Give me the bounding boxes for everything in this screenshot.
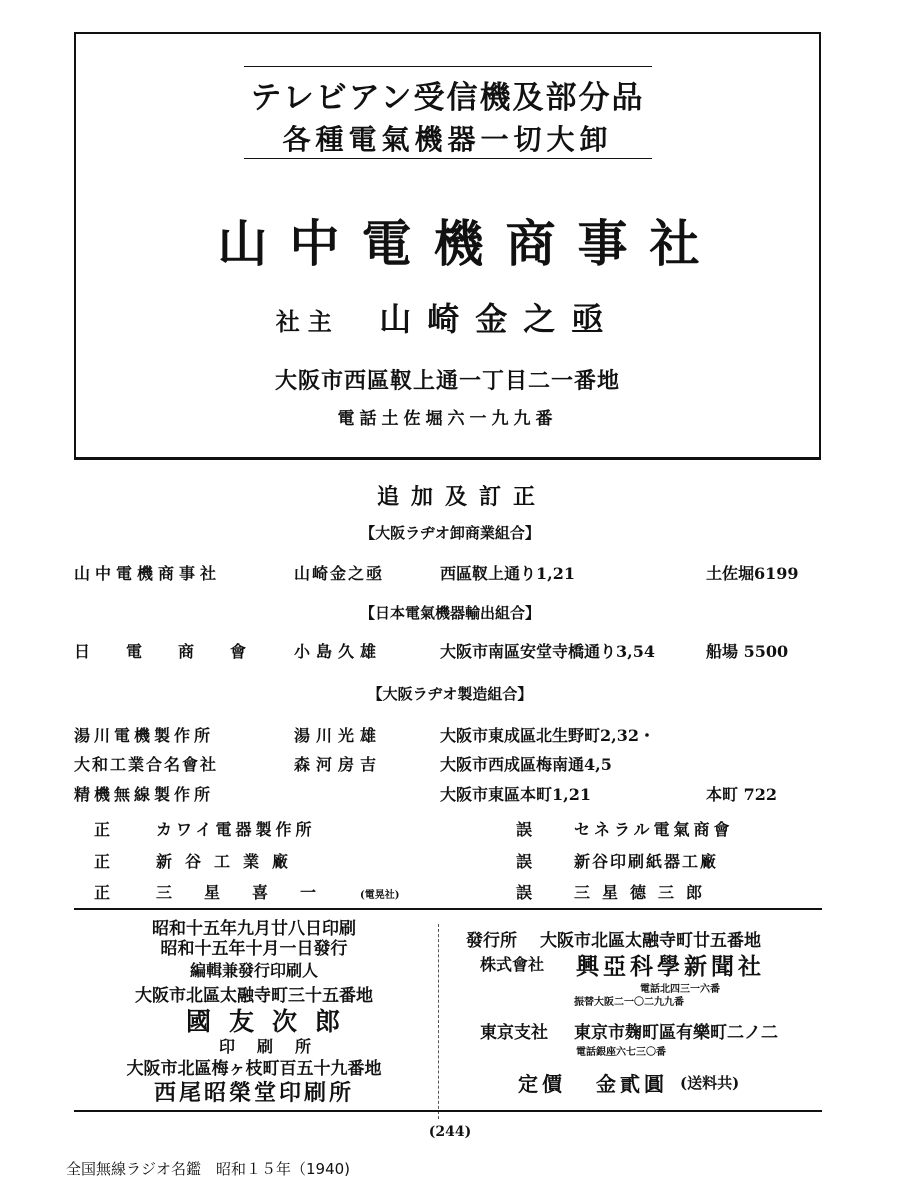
company-phone: 電話土佐堀六一九九番 — [337, 409, 558, 429]
publisher-address: 大阪市北區太融寺町廿五番地 — [540, 931, 761, 951]
group-header: 【日本電氣機器輸出組合】 — [359, 604, 540, 622]
editor-label: 編輯兼發行印刷人 — [189, 961, 318, 980]
listing-phone: 土佐堀6199 — [706, 564, 799, 583]
publisher-name: 興亞科學新聞社 — [576, 953, 765, 980]
ad-bottom-rule — [244, 158, 652, 159]
company-type: 株式會社 — [480, 955, 545, 974]
listing-person: 小島久雄 — [294, 642, 383, 661]
colophon-bottom-rule — [74, 1110, 822, 1112]
listing-row — [74, 561, 804, 585]
listing-phone: 本町 722 — [706, 785, 777, 804]
correction-correct-text: 新谷工業廠 — [156, 852, 302, 871]
price-value: 金貳圓 — [596, 1072, 668, 1096]
correction-wrong-label: 誤 — [516, 820, 533, 839]
correction-wrong-label: 誤 — [516, 883, 533, 902]
group-header: 【大阪ラヂオ製造組合】 — [367, 685, 533, 703]
editor-address: 大阪市北區太融寺町三十五番地 — [135, 986, 373, 1006]
listing-person: 森河房吉 — [294, 755, 383, 774]
owner-label: 社主 — [275, 307, 340, 336]
correction-correct-label: 正 — [94, 852, 111, 871]
caption: 全国無線ラジオ名鑑 昭和１５年（1940) — [66, 1160, 351, 1178]
listing-person: 湯川光雄 — [294, 726, 383, 745]
section-title: 追加及訂正 — [376, 484, 547, 510]
company-address: 大阪市西區靫上通一丁目二一番地 — [274, 368, 620, 394]
correction-wrong-text: セネラル電氣商會 — [574, 820, 734, 839]
listing-address: 大阪市西成區梅南通4,5 — [440, 755, 612, 774]
listing-row — [74, 639, 804, 663]
price-note: (送料共) — [680, 1074, 740, 1092]
listing-name: 大和工業合名會社 — [74, 755, 219, 774]
company-name: 山中電機商事社 — [217, 214, 722, 273]
correction-correct-label: 正 — [94, 820, 111, 839]
printer-label: 印刷所 — [218, 1037, 333, 1056]
listing-row — [74, 723, 804, 747]
branch-address: 東京市麹町區有樂町二ノ二 — [574, 1023, 778, 1043]
listing-row — [74, 782, 804, 806]
branch-label: 東京支社 — [480, 1023, 548, 1043]
ad-tagline-1: テレビアン受信機及部分品 — [250, 80, 645, 116]
listing-person: 山崎金之亟 — [294, 564, 385, 583]
company-owner — [76, 294, 819, 340]
listing-address: 西區靫上通り1,21 — [440, 564, 575, 583]
ad-top-rule — [244, 66, 652, 67]
correction-correct-text: カワイ電器製作所 — [156, 820, 316, 839]
branch-phone: 電話銀座六七三〇番 — [576, 1047, 666, 1058]
correction-correct-text: 三星喜一 — [156, 883, 349, 902]
listing-address: 大阪市東成區北生野町2,32・ — [440, 726, 655, 745]
correction-wrong-text: 三星德三郎 — [574, 883, 715, 902]
ad-tagline-2: 各種電氣機器一切大卸 — [282, 123, 613, 156]
printer-address: 大阪市北區梅ヶ枝町百五十九番地 — [126, 1059, 382, 1079]
listing-name: 日 電 商 會 — [74, 642, 257, 661]
publisher-label: 發行所 — [466, 931, 517, 951]
owner-name: 山崎金之亟 — [379, 300, 620, 338]
page-number: (244) — [428, 1124, 472, 1140]
print-date: 昭和十五年九月廿八日印刷 — [152, 919, 356, 939]
issue-date: 昭和十五年十月一日發行 — [160, 939, 348, 959]
publisher-transfer: 振替大阪二一〇二九九番 — [574, 997, 684, 1008]
listing-address: 大阪市東區本町1,21 — [440, 785, 591, 804]
correction-correct-label: 正 — [94, 883, 111, 902]
listing-row — [74, 752, 804, 776]
correction-wrong-text: 新谷印刷紙器工廠 — [574, 852, 719, 871]
group-header: 【大阪ラヂオ卸商業組合】 — [360, 524, 540, 542]
listing-name: 精機無線製作所 — [74, 785, 215, 804]
advertisement-box — [74, 32, 821, 460]
listing-name: 湯川電機製作所 — [74, 726, 215, 745]
colophon-top-rule — [74, 908, 822, 910]
price-label: 定價 — [518, 1072, 566, 1096]
correction-wrong-label: 誤 — [516, 852, 533, 871]
editor-name: 國友次郎 — [185, 1007, 358, 1036]
listing-phone: 船場 5500 — [706, 642, 789, 661]
listing-address: 大阪市南區安堂寺橋通り3,54 — [440, 642, 655, 661]
publisher-phone: 電話北四三一六番 — [640, 984, 720, 995]
printer-name: 西尾昭榮堂印刷所 — [153, 1080, 354, 1106]
correction-note: (電晃社) — [360, 890, 400, 901]
listing-name: 山中電機商事社 — [74, 564, 222, 583]
